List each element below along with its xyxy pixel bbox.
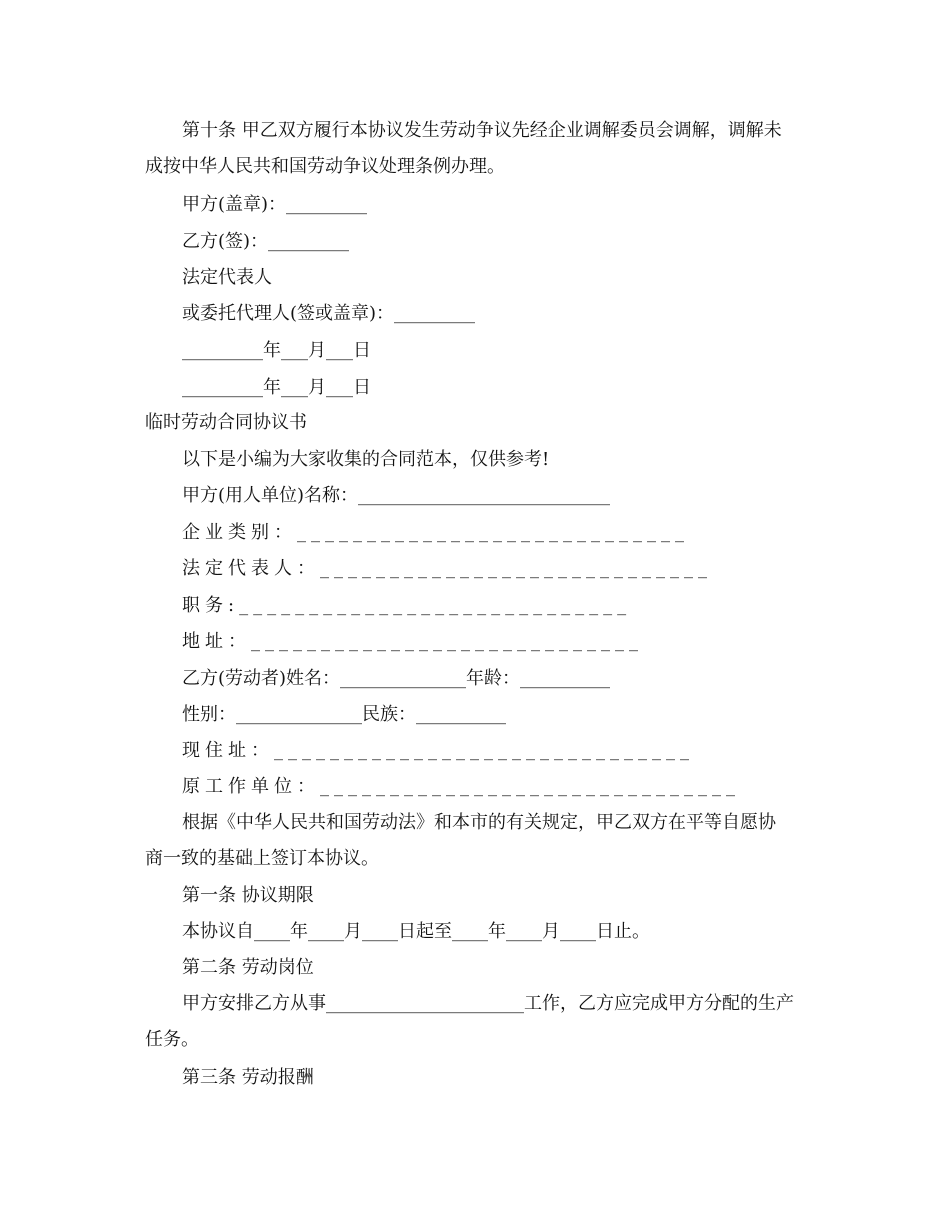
job-line-2: 任务。 bbox=[145, 1029, 199, 1050]
current-address-field: 现住址：______________________________ bbox=[182, 740, 694, 761]
gender-ethnicity-field: 性别：______________民族：__________ bbox=[182, 704, 506, 725]
previous-employer-field: 原工作单位：______________________________ bbox=[182, 776, 740, 797]
article-2-heading: 第二条 劳动岗位 bbox=[182, 957, 314, 978]
party-b-sign-line: 乙方(签)：_________ bbox=[182, 231, 350, 252]
job-line-1: 甲方安排乙方从事______________________工作，乙方应完成甲方分配的生产 bbox=[182, 993, 794, 1014]
enterprise-type-field: 企业类别：____________________________ bbox=[182, 522, 689, 543]
basis-line-1: 根据《中华人民共和国劳动法》和本市的有关规定，甲乙双方在平等自愿协 bbox=[182, 812, 776, 833]
date-line-1: _________年___月___日 bbox=[182, 340, 371, 361]
term-line: 本协议自____年____月____日起至____年____月____日止。 bbox=[182, 921, 650, 942]
address-field: 地址：____________________________ bbox=[182, 631, 643, 652]
article-1-heading: 第一条 协议期限 bbox=[182, 885, 314, 906]
legal-representative-label: 法定代表人 bbox=[182, 267, 272, 288]
intro-text: 以下是小编为大家收集的合同范本，仅供参考! bbox=[182, 449, 550, 470]
employer-name-field: 甲方(用人单位)名称：____________________________ bbox=[182, 485, 611, 506]
basis-line-2: 商一致的基础上签订本协议。 bbox=[145, 848, 379, 869]
date-line-2: _________年___月___日 bbox=[182, 377, 371, 398]
article-10-line-2: 成按中华人民共和国劳动争议处理条例办理。 bbox=[145, 156, 505, 177]
employee-name-age-field: 乙方(劳动者)姓名：______________年龄：__________ bbox=[182, 668, 611, 689]
article-3-heading: 第三条 劳动报酬 bbox=[182, 1067, 314, 1088]
article-10-line-1: 第十条 甲乙双方履行本协议发生劳动争议先经企业调解委员会调解，调解未 bbox=[182, 120, 782, 141]
legal-rep-field: 法定代表人：____________________________ bbox=[182, 558, 712, 579]
position-field: 职务:____________________________ bbox=[182, 595, 632, 616]
authorized-agent-line: 或委托代理人(签或盖章)：_________ bbox=[182, 303, 476, 324]
party-a-seal-line: 甲方(盖章)：_________ bbox=[182, 194, 368, 215]
contract-title: 临时劳动合同协议书 bbox=[145, 412, 307, 433]
